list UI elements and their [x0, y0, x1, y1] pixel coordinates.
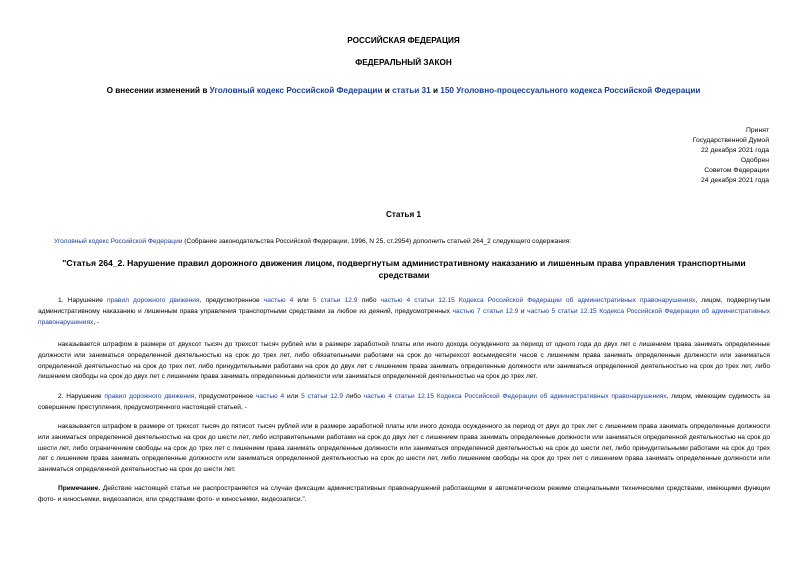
law-title — [0, 86, 807, 95]
criminal-code-link[interactable]: Уголовный кодекс Российской Федерации — [209, 86, 383, 95]
traffic-rules-link[interactable]: правил дорожного движения — [106, 297, 200, 304]
p1-text: или — [293, 297, 313, 304]
p1-text: и — [518, 307, 528, 315]
p1-text: 1. Нарушение — [58, 297, 107, 304]
paragraph-2 — [38, 392, 770, 414]
paragraph-2-penalty: наказывается штрафом в размере от трехсот тысяч до пятисот тысяч рублей или в размере заработной платы или иного дохода осужденного за период от двух до трех лет с лишением права занимать определенные должности или заниматься определенной деятельностью на срок до шести лет, либо исправительными работами на срок до двух лет с лишением права занимать определенные должности или заниматься определенной деятельностью на срок до шести лет, либо ограничением свободы на срок до трех лет с лишением права занимать определенные должности или заниматься определенной деятельностью на срок до шести лет, либо принудительными работами на срок до трех лет с лишением права занимать определенные должности или заниматься определенной деятельностью на срок до шести лет, либо лишением свободы на срок до трех лет с лишением права занимать определенные должности или заниматься определенной деятельностью на срок до шести лет. — [38, 423, 770, 474]
article-150-link[interactable]: 150 Уголовно-процессуального кодекса Российской Федерации — [440, 86, 701, 95]
adoption-line: Принят — [745, 127, 769, 134]
p2-text: , предусмотренное — [194, 393, 256, 400]
note-paragraph — [38, 484, 770, 506]
article-intro — [54, 237, 768, 248]
law-title-text: О внесении изменений в — [106, 86, 210, 95]
law-title-text: и — [382, 86, 393, 95]
part-7-article-12-9-link[interactable]: частью 7 статьи 12.9 — [452, 307, 519, 315]
country-heading: РОССИЙСКАЯ ФЕДЕРАЦИЯ — [347, 36, 460, 45]
new-article-title: "Статья 264_2. Нарушение правил дорожного движения лицом, подвергнутым административному наказанию и лишенным права управления транспортными средствами — [62, 258, 746, 280]
adoption-line: Государственной Думой — [692, 137, 769, 144]
traffic-rules-link-2[interactable]: правил дорожного движения — [104, 393, 195, 400]
article-12-9-link-2[interactable]: 5 статьи 12.9 — [301, 393, 344, 400]
law-title-text: и — [430, 86, 441, 95]
paragraph-1 — [38, 296, 770, 328]
p2-text: 2. Нарушение — [58, 393, 105, 400]
article-12-15-link[interactable]: частью 4 статьи 12.15 Кодекса Российской Федерации об административных правонарушениях — [380, 297, 696, 304]
article-title: Статья 1 — [385, 210, 422, 219]
adoption-line: 22 декабря 2021 года — [701, 147, 769, 154]
p2-text: или — [284, 393, 302, 400]
article-12-9-link[interactable]: 5 статьи 12.9 — [312, 297, 358, 304]
part-4-link[interactable]: частью 4 — [263, 297, 294, 304]
adoption-line: Одобрен — [740, 157, 769, 164]
article-31-link[interactable]: статьи 31 — [392, 86, 431, 95]
p1-text: , предусмотренное — [199, 297, 264, 304]
part-4-link-2[interactable]: частью 4 — [255, 393, 285, 400]
article-12-15-link-2[interactable]: частью 4 статьи 12.15 Кодекса Российской Федерации об административных правонарушениях — [363, 393, 667, 400]
note-label: Примечание. — [58, 485, 101, 492]
intro-text: (Собрание законодательства Российской Федерации, 1996, N 25, ст.2954) дополнить статьей 264_2 следующего содержания: — [182, 238, 572, 245]
p1-text: либо — [357, 297, 381, 304]
p2-text: либо — [343, 393, 364, 400]
part-5-article-12-15-link[interactable]: частью 5 статьи 12.15 Кодекса Российской Федерации об административных правонарушениях — [38, 307, 770, 326]
adoption-line: 24 декабря 2021 года — [701, 177, 769, 184]
law-type-heading: ФЕДЕРАЛЬНЫЙ ЗАКОН — [355, 58, 452, 67]
p1-text: , лицом, подвергнутым административному наказанию и лишенным права управления транспортными средствами за любое из деяний, предусмотренных — [38, 297, 770, 315]
p2-text: , лицом, имеющим судимость за совершение преступления, предусмотренного настоящей статьей, - — [38, 393, 770, 411]
criminal-code-intro-link[interactable]: Уголовный кодекс Российской Федерации — [54, 238, 183, 245]
paragraph-1-penalty: наказывается штрафом в размере от двухсот тысяч до трехсот тысяч рублей или в размере заработной платы или иного дохода осужденного за период от одного года до двух лет с лишением права занимать определенные должности или заниматься определенной деятельностью на срок до трех лет, либо обязательными работами на срок до четырехсот восьмидесяти часов с лишением права занимать определенные должности или заниматься определенной деятельностью на срок до трех лет, либо принудительными работами на срок до двух лет с лишением права занимать определенные должности или заниматься определенной деятельностью на срок до трех лет, либо лишением свободы на срок до двух лет с лишением права занимать определенные должности или заниматься определенной деятельностью на срок до трех лет. — [38, 341, 770, 381]
adoption-line: Советом Федерации — [704, 167, 769, 174]
adoption-block — [629, 126, 769, 186]
note-text: Действие настоящей статьи не распространяется на случаи фиксации административных правонарушений работающими в автоматическом режиме специальными техническими средствами, имеющими функции фото- и киносъемки, видеозаписи, или средствами фото- и киносъемки, видеозаписи.". — [38, 485, 770, 503]
p1-text: , - — [93, 318, 100, 326]
